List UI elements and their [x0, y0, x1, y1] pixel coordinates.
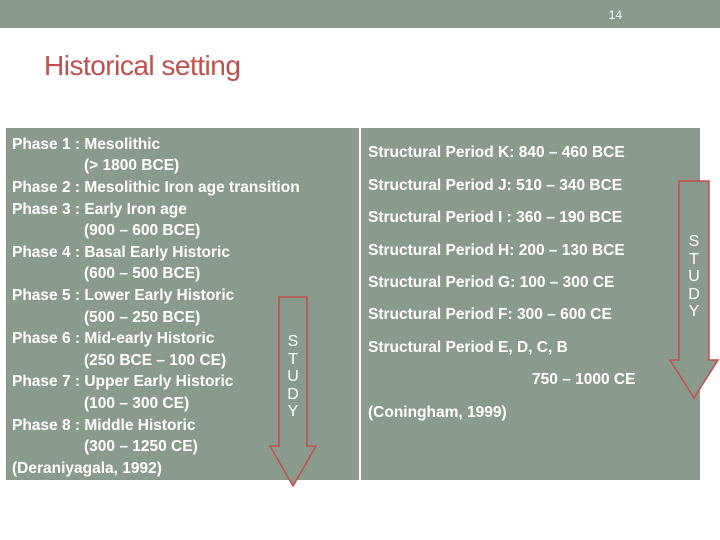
right-line: Structural Period G: 100 – 300 CE	[368, 274, 615, 291]
left-line: Phase 5 : Lower Early Historic	[12, 287, 235, 304]
left-line: (900 – 600 BCE)	[84, 222, 201, 239]
left-line: (600 – 500 BCE)	[84, 265, 201, 282]
study-vertical-text-left	[284, 333, 302, 421]
left-line: (100 – 300 CE)	[84, 395, 190, 412]
right-line: 750 – 1000 CE	[532, 371, 636, 388]
left-line: (> 1800 BCE)	[84, 157, 180, 174]
left-line: (250 BCE – 100 CE)	[84, 352, 227, 369]
letter: D	[287, 385, 299, 403]
letter: T	[689, 250, 699, 268]
letter: S	[287, 333, 299, 350]
study-vertical-text-right	[685, 233, 703, 321]
right-line: Structural Period J: 510 – 340 BCE	[368, 177, 623, 194]
left-line: Phase 6 : Mid-early Historic	[12, 330, 215, 347]
letter: T	[288, 350, 298, 368]
citation: (Deraniyagala, 1992)	[12, 460, 162, 477]
left-line: Phase 3 : Early Iron age	[12, 201, 187, 218]
right-line: Structural Period E, D, C, B	[368, 339, 568, 356]
top-bar	[0, 0, 720, 28]
left-line: Phase 1 : Mesolithic	[12, 136, 161, 153]
right-line: Structural Period H: 200 – 130 BCE	[368, 242, 625, 259]
letter: S	[688, 233, 700, 250]
slide-title: Historical setting	[44, 50, 241, 81]
letter: D	[688, 285, 700, 303]
left-line: (500 – 250 BCE)	[84, 309, 201, 326]
left-line: Phase 4 : Basal Early Historic	[12, 244, 230, 261]
citation: (Coningham, 1999)	[368, 404, 507, 421]
letter: U	[287, 368, 299, 385]
right-line: Structural Period K: 840 – 460 BCE	[368, 144, 625, 161]
letter: Y	[688, 303, 700, 320]
left-line: (300 – 1250 CE)	[84, 438, 198, 455]
left-line: Phase 8 : Middle Historic	[12, 417, 196, 434]
right-line: Structural Period I : 360 – 190 BCE	[368, 209, 623, 226]
left-line: Phase 7 : Upper Early Historic	[12, 373, 234, 390]
letter: Y	[287, 403, 299, 420]
slide-number: 14	[608, 8, 622, 22]
right-line: Structural Period F: 300 – 600 CE	[368, 306, 612, 323]
left-line: Phase 2 : Mesolithic Iron age transition	[12, 179, 300, 196]
letter: U	[688, 268, 700, 285]
